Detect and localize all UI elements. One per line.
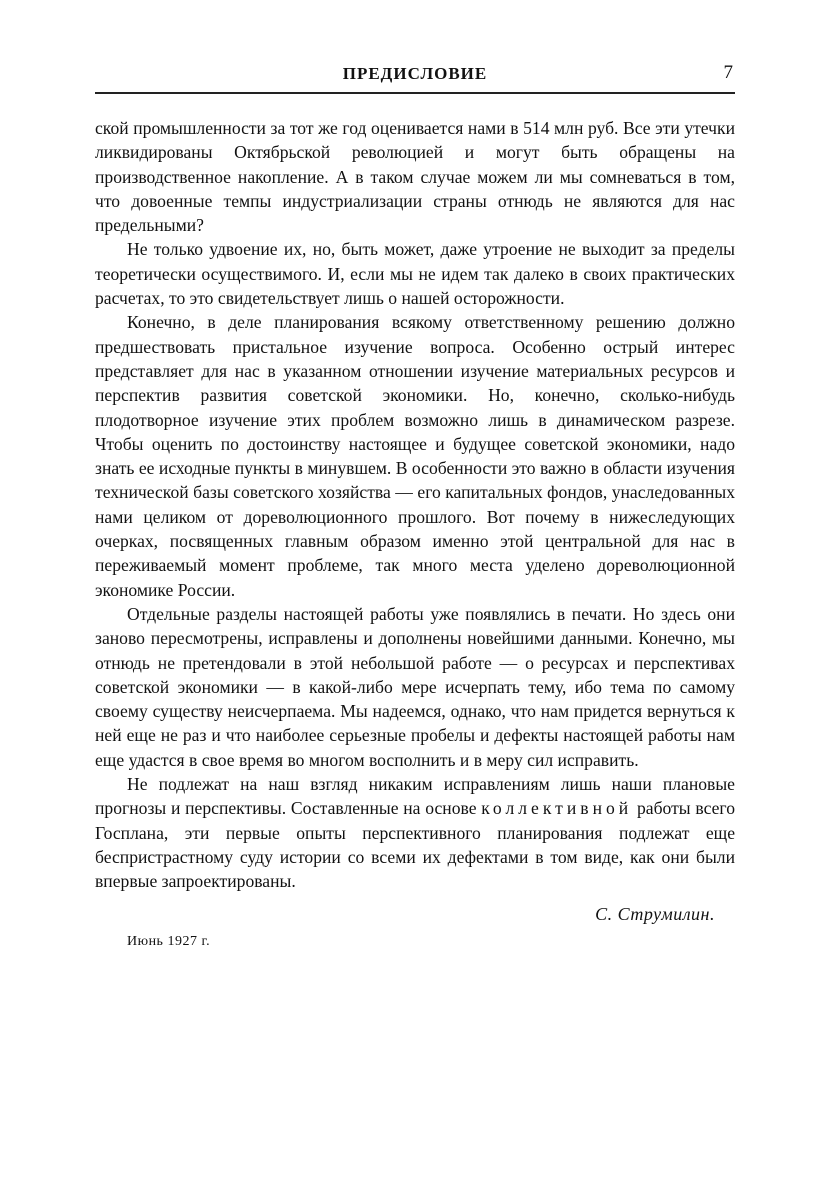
signature-row [95,900,735,930]
paragraph-5-part-2: работы всего Госплана, эти первые опыты перспективного планирования подлежат еще беспристрастному суду истории со всеми их дефектами в том виде, как они были впервые запроектированы. [95,798,735,892]
paragraph-1: ской промышленности за тот же год оценивается нами в 514 млн руб. Все эти утечки ликвидированы Октябрьской революцией и могут быть обращены на производственное накопление. А в таком случае можем ли мы сомневаться в том, что довоенные темпы индустриализации страны отнюдь не являются для нас предельными? [95,118,735,236]
paragraph-4: Отдельные разделы настоящей работы уже появлялись в печати. Но здесь они заново пересмотрены, исправлены и дополнены новейшими данными. Конечно, мы отнюдь не претендовали в этой небольшой работе — о ресурсах и перспективах советской экономики — в какой-либо мере исчерпать тему, ибо тема по самому своему существу неисчерпаема. Мы надеемся, однако, что нам придется вернуться к ней еще не раз и что наиболее серьезные пробелы и дефекты настоящей работы нам еще удастся в свое время во многом восполнить и в меру сил исправить. [95,603,735,770]
body-text [95,116,735,894]
document-page [95,60,735,950]
author-signature: С. Струмилин. [595,903,715,924]
dateline: Июнь 1927 г. [127,933,211,949]
paragraph-2: Не только удвоение их, но, быть может, даже утроение не выходит за пределы теоретически осуществимого. И, если мы не идем так далеко в своих практических расчетах, то это свидетельствует лишь о нашей осторожности. [95,239,735,309]
running-title: ПРЕДИСЛОВИЕ [342,64,488,83]
paragraph-3: Конечно, в деле планирования всякому ответственному решению должно предшествовать пристальное изучение вопроса. Особенно острый интерес представляет для нас в указанном отношении изучение материальных ресурсов и перспектив развития советской экономики. Но, конечно, сколько-нибудь плодотворное изучение этих проблем возможно лишь в динамическом разрезе. Чтобы оценить по достоинству настоящее и будущее советской экономики, надо знать ее исходные пункты в минувшем. В особенности это важно в области изучения технической базы советского хозяйства — его капитальных фондов, унаследованных нами целиком от дореволюционного прошлого. Вот почему в нижеследующих очерках, посвященных главным образом именно этой центральной для нас в переживаемый момент проблеме, так много места уделено дореволюционной экономике России. [95,312,735,600]
paragraph-5-part-1: Не подлежат на наш взгляд никаким исправлениям лишь наши плановые прогнозы и перспективы. Составленные на основе [95,774,735,819]
paragraph-5 [95,772,735,893]
spaced-emphasis: коллективной [481,798,633,819]
page-number: 7 [723,62,733,83]
running-head [95,60,735,94]
